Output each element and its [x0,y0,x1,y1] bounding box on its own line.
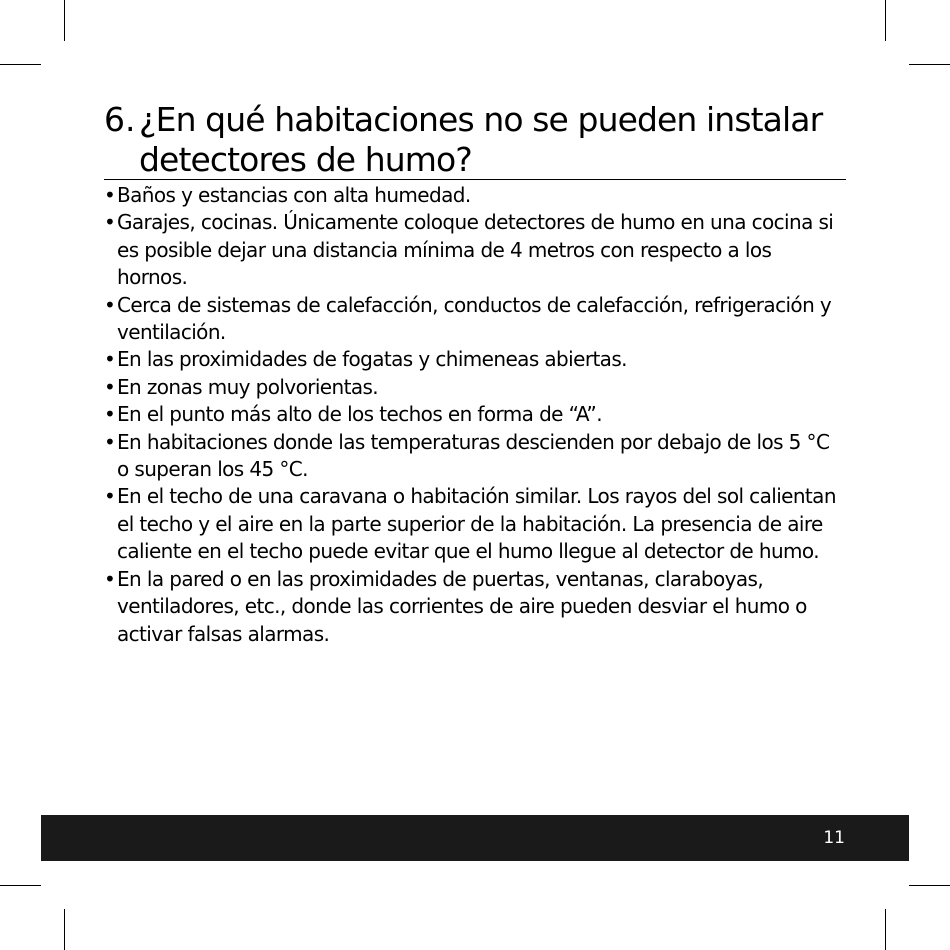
bullet-icon: • [104,347,116,372]
list-item [104,401,846,428]
bullet-icon: • [104,484,116,509]
crop-mark-bottom-right-horizontal [909,885,950,886]
footer-bar [41,815,909,861]
section-heading [104,100,846,180]
list-item-text: En el techo de una caravana o habitación similar. Los rayos del sol calientan el techo y el aire en la parte superior de la habitación. La presencia de aire caliente en el techo puede evitar que el humo llegue al detector de humo. [117,484,836,564]
list-item [104,209,846,291]
crop-mark-bottom-left-horizontal [0,885,41,886]
crop-mark-top-right-horizontal [909,64,950,65]
list-item [104,292,846,347]
crop-mark-top-left-horizontal [0,64,41,65]
bullet-icon: • [104,429,116,454]
bullet-icon: • [104,566,116,591]
list-item-text: Garajes, cocinas. Únicamente coloque detectores de humo en una cocina si es posible dejar una distancia mínima de 4 metros con respecto a los hornos. [117,210,834,290]
bullet-icon: • [104,402,116,427]
crop-mark-top-right-vertical [885,0,886,41]
list-item-text: En las proximidades de fogatas y chimeneas abiertas. [117,347,627,372]
list-item-text: En el punto más alto de los techos en forma de “A”. [117,402,602,427]
list-item [104,182,846,209]
heading-underline [104,179,846,180]
list-item [104,374,846,401]
bullet-icon: • [104,374,116,399]
list-item-text: En la pared o en las proximidades de puertas, ventanas, claraboyas, ventiladores, etc., donde las corrientes de aire pueden desviar el humo o activar falsas alarmas. [117,566,807,646]
section-title: ¿En qué habitaciones no se pueden instalar detectores de humo? [139,100,823,179]
crop-mark-bottom-right-vertical [885,909,886,950]
crop-mark-bottom-left-vertical [64,909,65,950]
bullet-icon: • [104,210,116,235]
list-item [104,429,846,484]
bullet-icon: • [104,292,116,317]
list-item-text: En zonas muy polvorientas. [117,374,379,399]
restriction-list [104,182,846,648]
list-item [104,346,846,373]
list-item [104,566,846,648]
bullet-icon: • [104,183,116,207]
list-item [104,483,846,565]
page-number: 11 [823,828,845,848]
list-item-text: En habitaciones donde las temperaturas descienden por debajo de los 5 °C o superan los 45 °C. [117,429,830,482]
list-item-text: Baños y estancias con alta humedad. [117,183,471,207]
list-item-text: Cerca de sistemas de calefacción, conductos de calefacción, refrigeración y ventilación. [117,292,832,345]
section-number: 6. [104,100,136,139]
crop-mark-top-left-vertical [64,0,65,41]
